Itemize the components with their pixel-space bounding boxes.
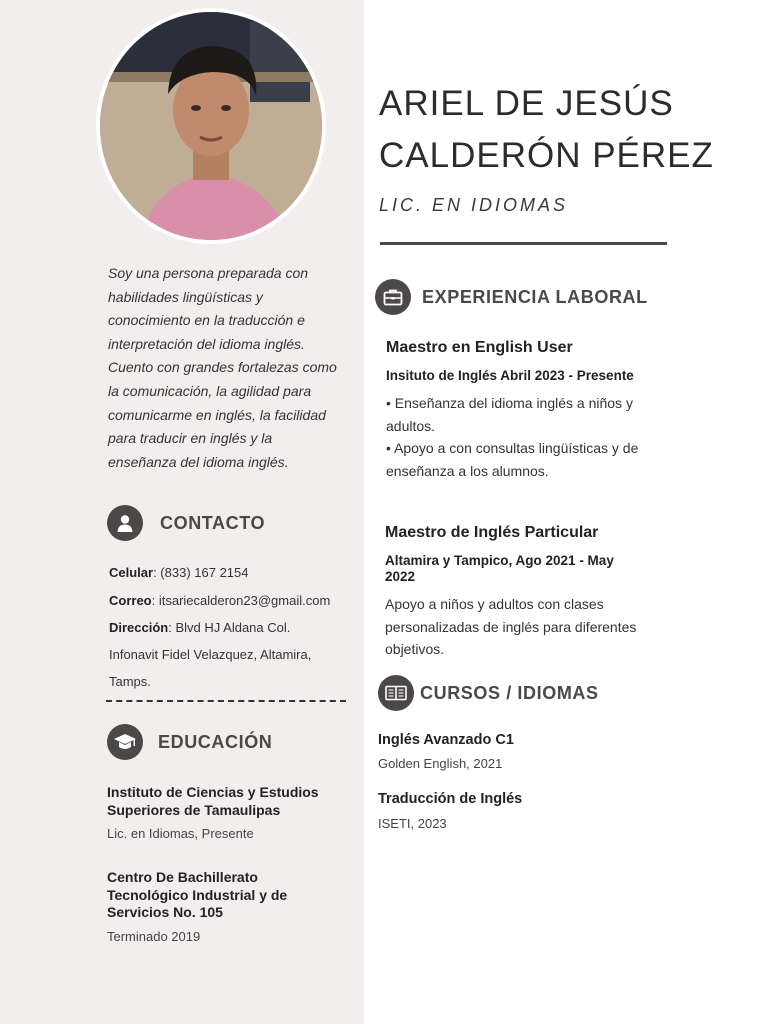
contact-title: CONTACTO <box>160 513 266 533</box>
edu-school-line: Tecnológico Industrial y de <box>107 886 288 903</box>
header-divider <box>380 242 667 245</box>
edu-school-line: Centro De Bachillerato <box>107 869 258 885</box>
job-title-1: Maestro en English User <box>386 339 573 356</box>
job-desc-line: personalizadas de inglés para diferentes <box>385 618 637 635</box>
contact-address-line3: Tamps. <box>109 674 151 689</box>
phone-label: Celular <box>109 565 154 580</box>
email-value: : itsariecalderon23@gmail.com <box>151 593 331 608</box>
contact-address-line2: Infonavit Fidel Velazquez, Altamira, <box>109 647 312 662</box>
about-line: interpretación del idioma inglés. <box>108 335 305 352</box>
edu-school-1 <box>107 784 352 819</box>
job-subtitle-2 <box>385 553 665 585</box>
job-desc-line: Apoyo a niños y adultos con clases <box>385 596 604 612</box>
job-desc-2 <box>385 593 667 661</box>
edu-detail-1: Lic. en Idiomas, Presente <box>107 826 254 841</box>
name-line: ARIEL DE JESÚS <box>379 84 674 123</box>
experience-title: EXPERIENCIA LABORAL <box>422 287 648 307</box>
contact-address <box>109 620 290 635</box>
edu-school-line: Servicios No. 105 <box>107 904 223 920</box>
about-line: conocimiento en la traducción e <box>108 312 305 329</box>
edu-school-2 <box>107 869 352 922</box>
name-line: CALDERÓN PÉREZ <box>379 136 714 175</box>
about-line: Soy una persona preparada con <box>108 265 309 281</box>
job-desc-line: adultos. <box>386 417 436 434</box>
job-role: LIC. EN IDIOMAS <box>379 195 569 215</box>
graduation-cap-icon <box>107 724 143 760</box>
job-subtitle-line: 2022 <box>385 569 416 584</box>
profile-photo <box>96 8 326 244</box>
job-title-2: Maestro de Inglés Particular <box>385 524 599 541</box>
about-text <box>108 262 354 474</box>
job-desc-1 <box>386 392 668 482</box>
address-label: Dirección <box>109 620 169 635</box>
about-line: habilidades lingüísticas y <box>108 288 263 305</box>
book-icon <box>378 675 414 711</box>
about-line: enseñanza del idioma inglés. <box>108 453 289 470</box>
dashed-divider <box>106 700 346 702</box>
education-title: EDUCACIÓN <box>158 732 273 752</box>
full-name <box>379 78 759 182</box>
contact-phone <box>109 565 248 580</box>
edu-school-line: Instituto de Ciencias y Estudios <box>107 784 319 800</box>
edu-detail-2: Terminado 2019 <box>107 929 201 944</box>
job-desc-line: • Apoyo a con consultas lingüísticas y de <box>386 440 639 456</box>
courses-title: CURSOS / IDIOMAS <box>420 683 599 703</box>
job-subtitle-1: Insituto de Inglés Abril 2023 - Presente <box>386 368 634 383</box>
about-line: la comunicación, la agilidad para <box>108 382 312 399</box>
course-detail-1: Golden English, 2021 <box>378 756 503 771</box>
phone-value: : (833) 167 2154 <box>153 565 249 580</box>
job-desc-line: objetivos. <box>385 641 445 657</box>
email-label: Correo <box>109 593 152 608</box>
course-title-2: Traducción de Inglés <box>378 791 523 807</box>
about-line: para traducir en inglés y la <box>108 430 273 447</box>
about-line: comunicarme en inglés, la facilidad <box>108 406 326 423</box>
contact-email <box>109 593 330 608</box>
about-line: Cuento con grandes fortalezas como <box>108 359 337 376</box>
course-title-1: Inglés Avanzado C1 <box>378 732 514 748</box>
briefcase-icon <box>375 279 411 315</box>
address-value: : Blvd HJ Aldana Col. <box>168 620 291 635</box>
job-desc-line: • Enseñanza del idioma inglés a niños y <box>386 395 633 411</box>
job-desc-line: enseñanza a los alumnos. <box>386 462 549 479</box>
course-detail-2: ISETI, 2023 <box>378 816 447 831</box>
edu-school-line: Superiores de Tamaulipas <box>107 801 281 818</box>
job-subtitle-line: Altamira y Tampico, Ago 2021 - May <box>385 553 614 568</box>
person-icon <box>107 505 143 541</box>
